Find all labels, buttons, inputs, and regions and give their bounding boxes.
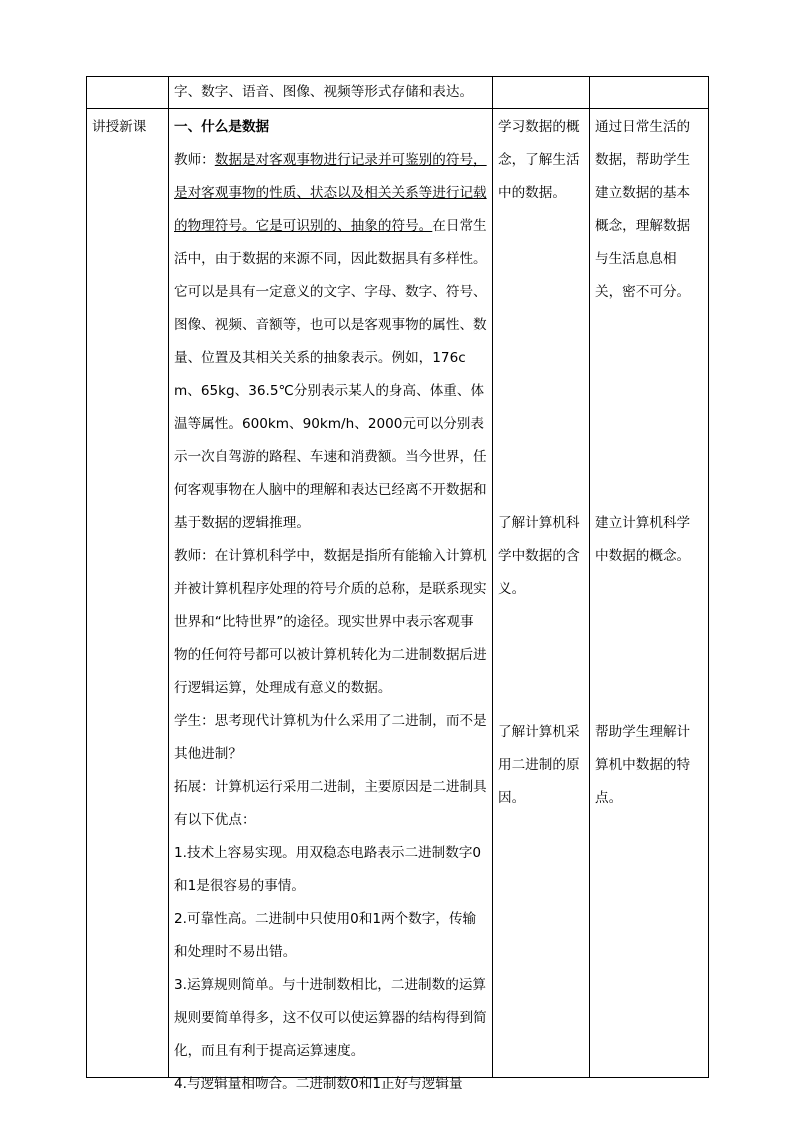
student-activity-2: 了解计算机科学中数据的含义。 <box>498 515 580 597</box>
section-heading: 一、什么是数据 <box>174 119 270 135</box>
cell-section-empty <box>87 77 169 109</box>
cell-section-label <box>87 109 169 1078</box>
cell-content-continued: 字、数字、语音、图像、视频等形式存储和表达。 <box>169 77 493 109</box>
cell-teaching-content <box>169 109 493 1092</box>
advantage-3: 3.运算规则简单。与十进制数相比，二进制数的运算规则要简单得多，这不仅可以使运算器的结构得到简化，而且有利于提高运算速度。 <box>174 977 487 1059</box>
teacher-paragraph-1-rest: 在日常生活中，由于数据的来源不同，因此数据具有多样性。它可以是具有一定意义的文字、字母、数字、符号、图像、视频、音额等，也可以是客观事物的属性、数量、位置及其相关关系的抽象表示。例如，176cm、65kg、36.5℃分别表示某人的身高、体重、体温等属性。600km、90km/h、2000元可以分别表示一次自驾游的路程、车速和消费额。当今世界，任何客观事物在人脑中的理解和表达已经离不开数据和基于数据的逻辑推理。 <box>174 218 487 531</box>
extension-intro: 拓展：计算机运行采用二进制，主要原因是二进制具有以下优点： <box>174 779 487 828</box>
teacher-prefix: 教师： <box>174 152 215 168</box>
section-label: 讲授新课 <box>92 119 147 135</box>
student-question: 学生：思考现代计算机为什么采用了二进制，而不是其他进制？ <box>174 713 487 762</box>
design-intent-3: 帮助学生理解计算机中数据的特点。 <box>595 724 691 806</box>
advantage-2: 2.可靠性高。二进制中只使用0和1两个数字，传输和处理时不易出错。 <box>174 911 477 960</box>
table-row <box>87 77 709 109</box>
cell-design-intent <box>590 109 709 1078</box>
cell-student-empty <box>493 77 590 109</box>
design-intent-2: 建立计算机科学中数据的概念。 <box>595 515 691 564</box>
table-row <box>87 109 709 1078</box>
advantage-1: 1.技术上容易实现。用双稳态电路表示二进制数字0和1是很容易的事情。 <box>174 845 482 894</box>
teacher-paragraph-1 <box>174 144 487 540</box>
advantage-4: 4.与逻辑量相吻合。二进制数0和1正好与逻辑量 <box>174 1076 463 1092</box>
cell-student-activity <box>493 109 590 1078</box>
student-activity-3: 了解计算机采用二进制的原因。 <box>498 724 580 806</box>
data-definition-underlined: 数据是对客观事物进行记录并可鉴别的符号，是对客观事物的性质、状态以及相关关系等进行记载的物理符号。它是可识别的、抽象的符号。 <box>174 152 487 234</box>
teaching-content <box>174 111 487 1092</box>
design-intent-1: 通过日常生活的数据，帮助学生建立数据的基本概念，理解数据与生活息息相关，密不可分。 <box>595 119 691 300</box>
cell-intent-empty <box>590 77 709 109</box>
teacher-paragraph-2: 教师：在计算机科学中，数据是指所有能输入计算机并被计算机程序处理的符号介质的总称，是联系现实世界和“比特世界”的途径。现实世界中表示客观事物的任何符号都可以被计算机转化为二进制数据后进行逻辑运算，处理成有意义的数据。 <box>174 548 487 696</box>
student-activity-1: 学习数据的概念，了解生活中的数据。 <box>498 119 580 201</box>
lesson-table <box>86 76 709 1092</box>
